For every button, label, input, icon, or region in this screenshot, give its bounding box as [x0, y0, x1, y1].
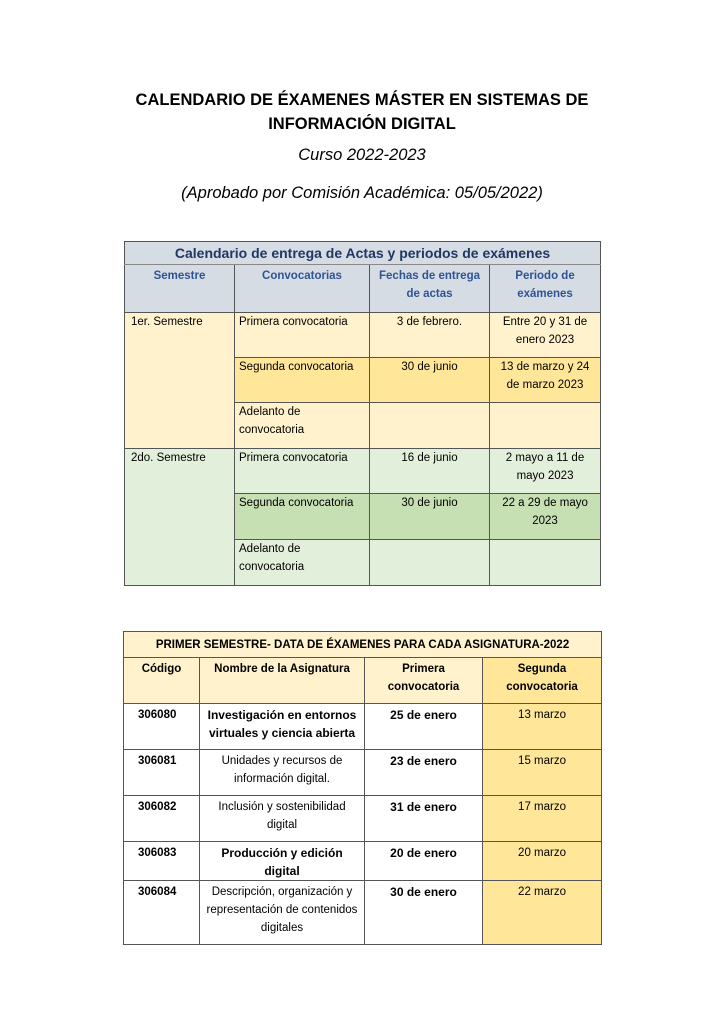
asignatura-name-cell: Investigación en entornos virtuales y ciencia abierta: [200, 704, 365, 750]
fecha-entrega-cell: 3 de febrero.: [370, 313, 490, 358]
codigo-cell: 306080: [124, 704, 200, 750]
codigo-cell: 306083: [124, 842, 200, 881]
table-row: [124, 842, 602, 881]
actas-calendar-table: [124, 241, 601, 586]
column-header-codigo: Código: [124, 658, 200, 704]
periodo-cell: [490, 540, 601, 586]
convocatoria-cell: Primera convocatoria: [235, 313, 370, 358]
codigo-cell: 306081: [124, 750, 200, 796]
fecha-entrega-cell: 30 de junio: [370, 358, 490, 403]
table-row: [124, 881, 602, 945]
segunda-convocatoria-cell: 22 marzo: [483, 881, 602, 945]
codigo-cell: 306082: [124, 796, 200, 842]
asignatura-name-cell: Descripción, organización y representación de contenidos digitales: [200, 881, 365, 945]
column-header-fechas-entrega: Fechas de entrega de actas: [370, 265, 490, 313]
actas-table-caption: Calendario de entrega de Actas y periodos de exámenes: [125, 242, 601, 265]
primera-convocatoria-cell: 20 de enero: [365, 842, 483, 881]
convocatoria-cell: Adelanto de convocatoria: [235, 403, 370, 449]
primera-convocatoria-cell: 31 de enero: [365, 796, 483, 842]
column-header-semestre: Semestre: [125, 265, 235, 313]
asignaturas-table-caption: PRIMER SEMESTRE- DATA DE ÉXAMENES PARA CADA ASIGNATURA-2022: [124, 632, 602, 658]
document-title-line-1: CALENDARIO DE ÉXAMENES MÁSTER EN SISTEMAS DE: [135, 91, 589, 109]
fecha-entrega-cell: 30 de junio: [370, 494, 490, 540]
approval-note: (Aprobado por Comisión Académica: 05/05/2022): [181, 184, 543, 202]
segunda-convocatoria-cell: 15 marzo: [483, 750, 602, 796]
asignatura-name-cell: Producción y edición digital: [200, 842, 365, 881]
column-header-convocatorias: Convocatorias: [235, 265, 370, 313]
codigo-cell: 306084: [124, 881, 200, 945]
column-header-primera: Primera convocatoria: [365, 658, 483, 704]
segunda-convocatoria-cell: 17 marzo: [483, 796, 602, 842]
asignatura-name-cell: Inclusión y sostenibilidad digital: [200, 796, 365, 842]
asignaturas-exam-table: [123, 631, 602, 945]
segunda-convocatoria-cell: 20 marzo: [483, 842, 602, 881]
column-header-nombre: Nombre de la Asignatura: [200, 658, 365, 704]
fecha-entrega-cell: [370, 540, 490, 586]
periodo-cell: 22 a 29 de mayo 2023: [490, 494, 601, 540]
column-header-periodo-examenes: Periodo de exámenes: [490, 265, 601, 313]
table-row: [125, 313, 601, 358]
table-row: [124, 704, 602, 750]
table-row: [124, 796, 602, 842]
fecha-entrega-cell: [370, 403, 490, 449]
segunda-convocatoria-cell: 13 marzo: [483, 704, 602, 750]
table-row: [125, 449, 601, 494]
convocatoria-cell: Segunda convocatoria: [235, 494, 370, 540]
periodo-cell: 2 mayo a 11 de mayo 2023: [490, 449, 601, 494]
periodo-cell: 13 de marzo y 24 de marzo 2023: [490, 358, 601, 403]
table-row: [124, 750, 602, 796]
primera-convocatoria-cell: 23 de enero: [365, 750, 483, 796]
semester-label: 1er. Semestre: [125, 313, 235, 449]
asignatura-name-cell: Unidades y recursos de información digital.: [200, 750, 365, 796]
periodo-cell: Entre 20 y 31 de enero 2023: [490, 313, 601, 358]
periodo-cell: [490, 403, 601, 449]
primera-convocatoria-cell: 25 de enero: [365, 704, 483, 750]
convocatoria-cell: Segunda convocatoria: [235, 358, 370, 403]
convocatoria-cell: Adelanto de convocatoria: [235, 540, 370, 586]
column-header-segunda: Segunda convocatoria: [483, 658, 602, 704]
fecha-entrega-cell: 16 de junio: [370, 449, 490, 494]
convocatoria-cell: Primera convocatoria: [235, 449, 370, 494]
course-year: Curso 2022-2023: [298, 146, 426, 164]
primera-convocatoria-cell: 30 de enero: [365, 881, 483, 945]
semester-label: 2do. Semestre: [125, 449, 235, 586]
document-title-line-2: INFORMACIÓN DIGITAL: [268, 115, 456, 133]
